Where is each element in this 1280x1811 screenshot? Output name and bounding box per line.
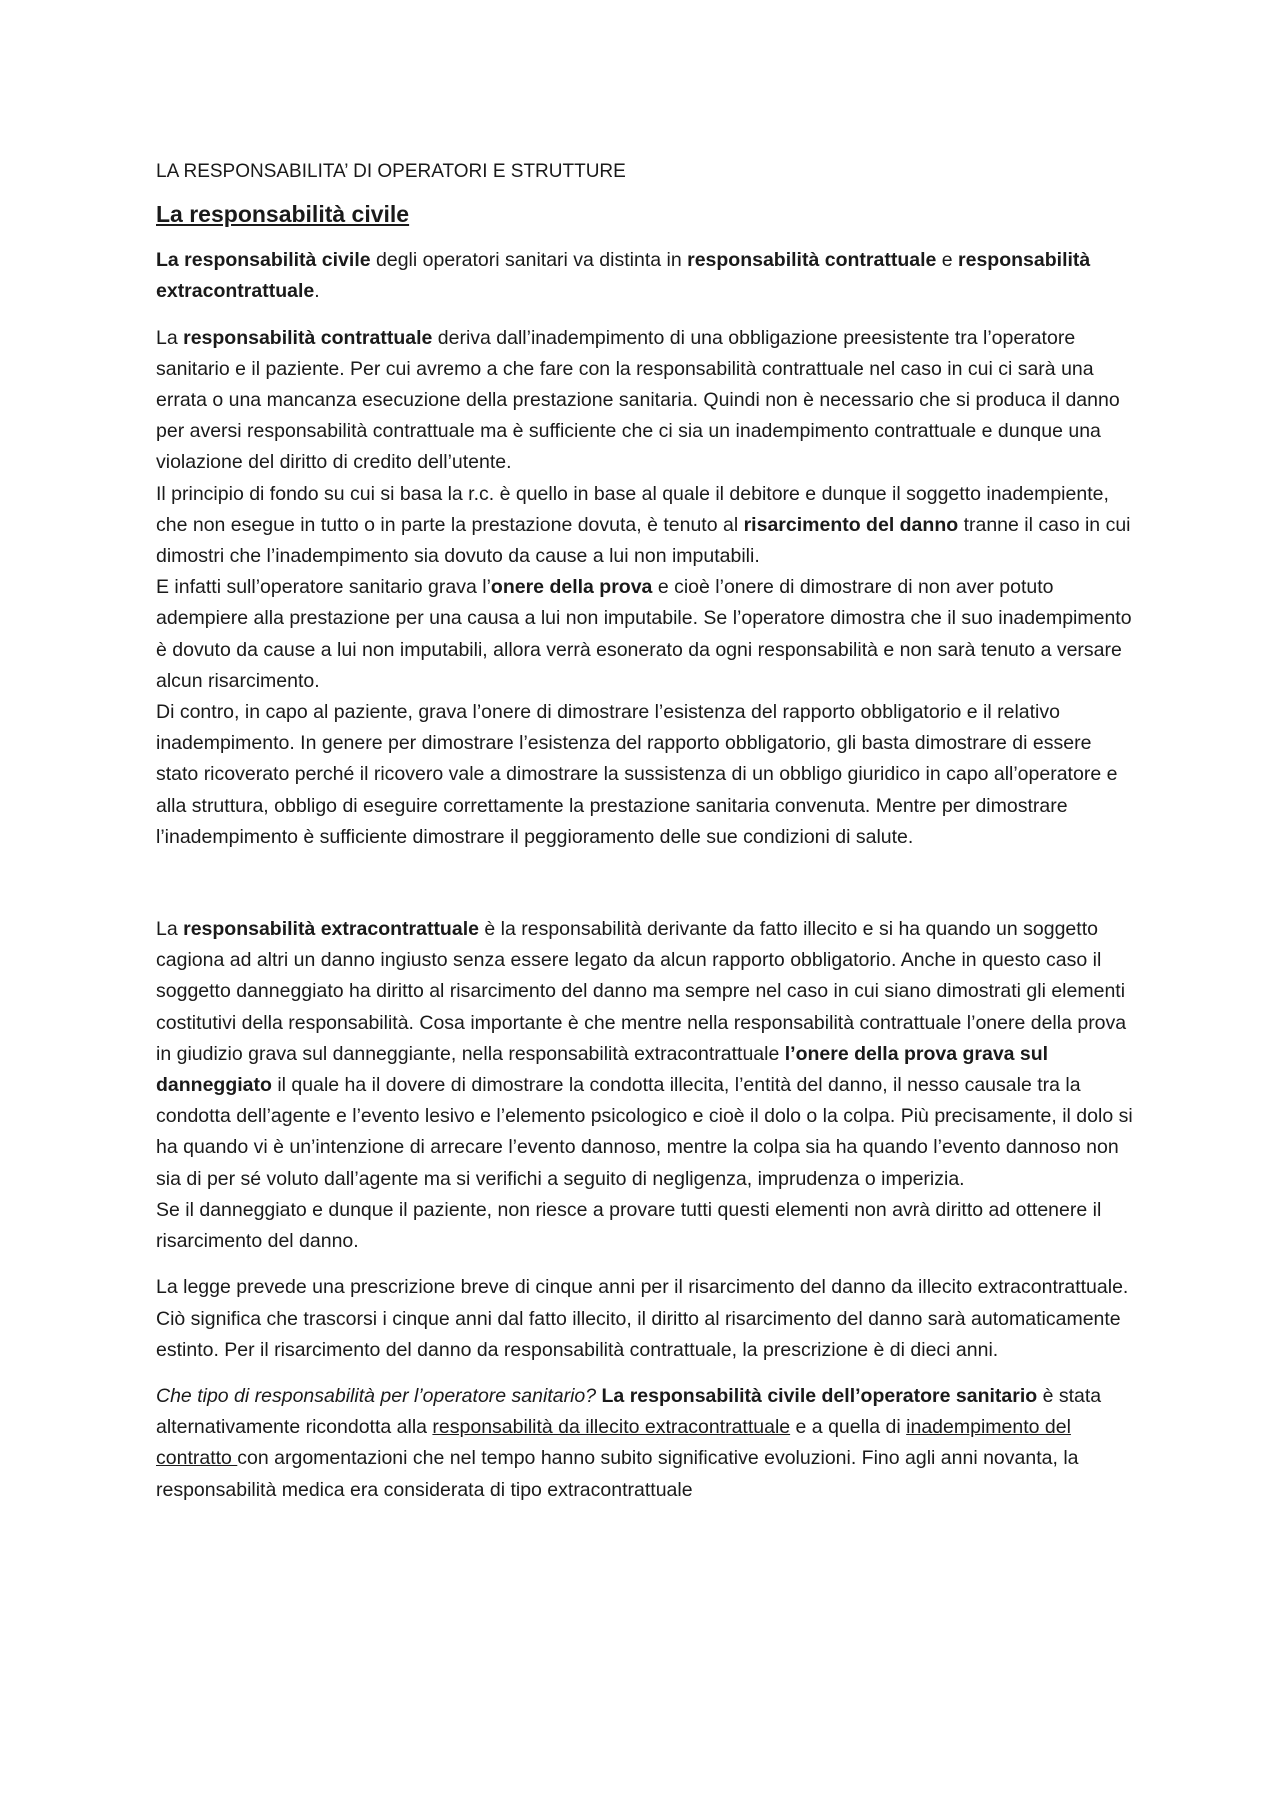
paragraph-principle	[156, 479, 1136, 573]
paragraph-extracontractual	[156, 914, 1136, 1195]
text-run: E infatti sull’operatore sanitario grava l’	[156, 576, 491, 599]
bold-term: responsabilità contrattuale	[183, 326, 433, 349]
text-run: è la responsabilità derivante da fatto illecito e si ha quando un soggetto cagiona ad altri un danno ingiusto senza essere legato da alcun rapporto obbligatorio. Anche in questo caso il soggetto danneggiato ha diritto al risarcimento del danno ma sempre nel caso in cui siano dimostrati gli elementi costitutivi della responsabilità. Cosa importante è che mentre nella responsabilità contrattuale l’onere della prova in giudizio grava sul danneggiante, nella responsabilità extracontrattuale	[156, 918, 1127, 1065]
text-run: è stata alternativamente ricondotta alla	[156, 1384, 1102, 1439]
paragraph-prescription: La legge prevede una prescrizione breve di cinque anni per il risarcimento del danno da illecito extracontrattuale. Ciò significa che trascorsi i cinque anni dal fatto illecito, il diritto al risarcimento del danno sarà automaticamente estinto. Per il risarcimento del danno da responsabilità contrattuale, la prescrizione è di dieci anni.	[156, 1276, 1129, 1361]
text-run: con argomentazioni che nel tempo hanno subito significative evoluzioni. Fino agli anni novanta, la responsabilità medica era considerata di tipo extracontrattuale	[156, 1447, 1079, 1501]
text-run: La	[156, 918, 184, 941]
spacer	[156, 868, 1136, 914]
bold-term: onere della prova	[490, 576, 653, 599]
bold-term: La responsabilità civile	[156, 249, 371, 272]
text-run: e cioè l’onere di dimostrare di non aver potuto adempiere alla prestazione per una causa a lui non imputabile. Se l’operatore dimostra che il suo inadempimento è dovuto da cause a lui non imputabili, allora verrà esonerato da ogni responsabilità e non sarà tenuto a versare alcun risarcimento.	[156, 576, 1132, 692]
underlined-term: responsabilità da illecito extracontrattuale	[432, 1416, 791, 1439]
bold-term: l’onere della prova grava sul danneggiato	[156, 1042, 1049, 1097]
paragraph-operator-type	[156, 1381, 1136, 1506]
text-run: deriva dall’inadempimento di una obbligazione preesistente tra l’operatore sanitario e il paziente. Per cui avremo a che fare con la responsabilità contrattuale nel caso in cui ci sarà una errata o una mancanza esecuzione della prestazione sanitaria. Quindi non è necessario che si produca il danno per aversi responsabilità contrattuale ma è sufficiente che ci sia un inadempimento contrattuale e dunque una violazione del diritto di credito dell’utente.	[156, 326, 1120, 474]
document-title: LA RESPONSABILITA’ DI OPERATORI E STRUTTURE	[156, 161, 626, 182]
bold-term: responsabilità extracontrattuale	[156, 249, 1091, 303]
italic-question: Che tipo di responsabilità per l’operatore sanitario?	[156, 1384, 597, 1407]
text-run: La	[156, 326, 184, 349]
section-title: La responsabilità civile	[156, 201, 410, 228]
paragraph-contractual	[156, 323, 1136, 479]
document-page	[156, 156, 1136, 1521]
paragraph-intro	[156, 245, 1136, 307]
text-run: degli operatori sanitari va distinta in	[370, 249, 688, 272]
text-run: tranne il caso in cui dimostri che l’inadempimento sia dovuto da cause a lui non imputabili.	[156, 513, 1131, 568]
bold-term: responsabilità extracontrattuale	[183, 918, 479, 941]
bold-term: responsabilità contrattuale	[687, 249, 937, 272]
paragraph-damaged-party: Se il danneggiato e dunque il paziente, non riesce a provare tutti questi elementi non avrà diritto ad ottenere il risarcimento del danno.	[156, 1198, 1102, 1253]
text-run: Il principio di fondo su cui si basa la r.c. è quello in base al quale il debitore e dunque il soggetto inadempiente, che non esegue in tutto o in parte la prestazione dovuta, è tenuto al	[156, 482, 1109, 536]
text-run: e	[936, 249, 959, 272]
bold-term: La responsabilità civile dell’operatore sanitario	[601, 1384, 1038, 1407]
paragraph-burden-operator	[156, 572, 1136, 697]
bold-term: risarcimento del danno	[743, 513, 959, 536]
text-run: e a quella di	[790, 1416, 907, 1439]
text-run: il quale ha il dovere di dimostrare la condotta illecita, l’entità del danno, il nesso causale tra la condotta dell’agente e l’evento lesivo e l’elemento psicologico e cioè il dolo o la colpa. Più precisamente, il dolo si ha quando vi è un’intenzione di arrecare l’evento dannoso, mentre la colpa sia ha quando l’evento dannoso non sia di per sé voluto dall’agente ma si verifichi a seguito di negligenza, imprudenza o imperizia.	[156, 1074, 1133, 1190]
text-run: .	[314, 280, 320, 303]
paragraph-burden-patient: Di contro, in capo al paziente, grava l’onere di dimostrare l’esistenza del rapporto obbligatorio e il relativo inadempimento. In genere per dimostrare l’esistenza del rapporto obbligatorio, gli basta dimostrare di essere stato ricoverato perché il ricovero vale a dimostrare la sussistenza di un obbligo giuridico in capo all’operatore e alla struttura, obbligo di eseguire correttamente la prestazione sanitaria convenuta. Mentre per dimostrare l’inadempimento è sufficiente dimostrare il peggioramento delle sue condizioni di salute.	[156, 701, 1118, 848]
underlined-term: inadempimento del contratto	[156, 1416, 1071, 1470]
